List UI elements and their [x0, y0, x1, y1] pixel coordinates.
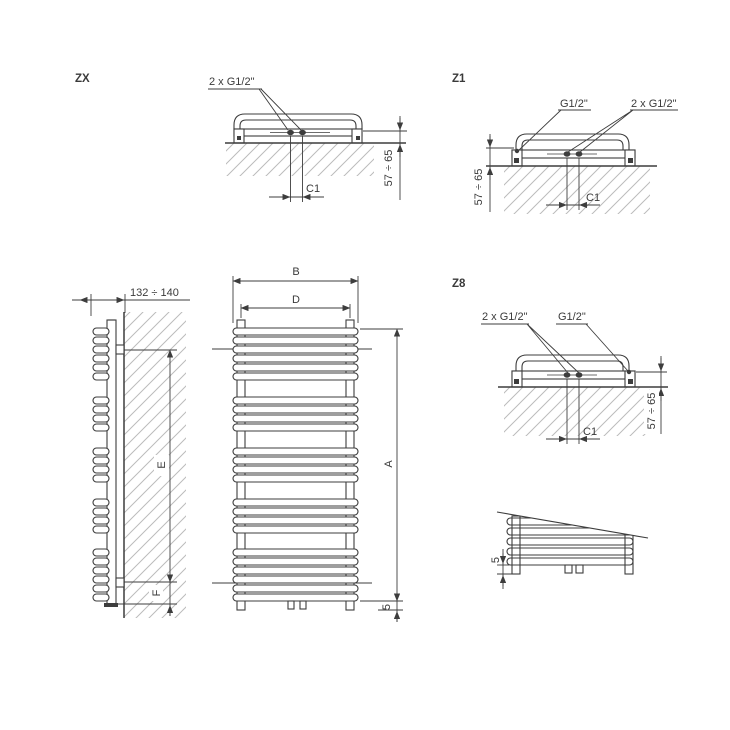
- front-height-dimension: [360, 329, 403, 601]
- z1-anchor-right: [628, 158, 633, 163]
- front-collector-spacing-dimension: [241, 294, 350, 318]
- zx-anchor-left: [237, 136, 241, 140]
- bottom-detail-stub-right: [576, 565, 583, 573]
- front-bottom-stub-right: [300, 601, 306, 609]
- side-bracket-bottom: [116, 578, 124, 587]
- zx-connection-port-left: [287, 130, 294, 135]
- side-bracket-top: [116, 345, 124, 354]
- z8-connection-port-left: [564, 372, 571, 377]
- z8-anchor-left: [514, 379, 519, 384]
- side-e-text: E: [156, 461, 168, 469]
- zx-c1-text: C1: [306, 183, 321, 195]
- zx-connection-label: 2 x G1/2": [209, 76, 255, 88]
- zx-tube-inner-outline: [240, 120, 356, 129]
- z1-side-connection-label: G1/2": [560, 98, 588, 110]
- bottom-detail-foot-text: 5: [490, 556, 502, 564]
- z8-wall-hatching: [504, 387, 650, 436]
- z1-tube-inner-outline: [522, 140, 623, 150]
- front-collector-spacing-text: D: [292, 294, 300, 306]
- z1-c1-text: C1: [586, 192, 601, 204]
- z1-wall-hatching: [504, 166, 650, 214]
- z8-connection-port-right: [576, 372, 583, 377]
- z8-anchor-right: [628, 379, 633, 384]
- z8-side-leader: [586, 324, 628, 371]
- side-wall-distance-text: 132 ÷ 140: [130, 287, 179, 299]
- z1-side-leader: [518, 110, 561, 151]
- bottom-detail-stub-left: [565, 565, 572, 573]
- z8-side-connection-label: G1/2": [558, 311, 586, 323]
- zx-wall-distance-text: 57 ÷ 65: [383, 149, 395, 187]
- bottom-detail-view: [490, 492, 650, 589]
- front-foot-offset-text: 5: [381, 603, 393, 611]
- side-view: [72, 287, 190, 618]
- zx-connection-port-right: [299, 130, 306, 135]
- side-foot: [104, 603, 118, 607]
- z8-wall-distance-text: 57 ÷ 65: [646, 392, 658, 430]
- front-bottom-stub-left: [288, 601, 294, 609]
- side-f-text: F: [151, 589, 163, 597]
- view-zx-label: ZX: [75, 73, 90, 85]
- z8-tube-inner-outline: [522, 361, 623, 371]
- zx-wall-hatching: [226, 143, 374, 176]
- zx-anchor-right: [356, 136, 360, 140]
- view-z8: [452, 278, 668, 444]
- z8-leader-lines: [527, 324, 579, 373]
- side-wall-distance-dimension: [72, 287, 190, 316]
- z1-connection-port-right: [576, 151, 583, 156]
- z1-connection-port-left: [564, 151, 571, 156]
- front-view: [212, 266, 403, 622]
- view-z1: [452, 73, 678, 214]
- front-tubes: [233, 328, 358, 601]
- z8-connection-label: 2 x G1/2": [482, 311, 528, 323]
- view-z1-label: Z1: [452, 73, 466, 85]
- z8-tube-outer-outline: [516, 355, 629, 371]
- z1-wall-distance-text: 57 ÷ 65: [473, 168, 485, 206]
- front-height-text: A: [383, 460, 395, 468]
- z8-c1-text: C1: [583, 426, 598, 438]
- front-foot-offset-dimension: [378, 601, 403, 622]
- zx-leader-lines: [259, 89, 301, 130]
- z1-connection-label: 2 x G1/2": [631, 98, 677, 110]
- z1-anchor-left: [514, 158, 519, 163]
- view-z8-label: Z8: [452, 278, 466, 290]
- front-width-text: B: [292, 266, 300, 278]
- view-zx: [75, 73, 407, 202]
